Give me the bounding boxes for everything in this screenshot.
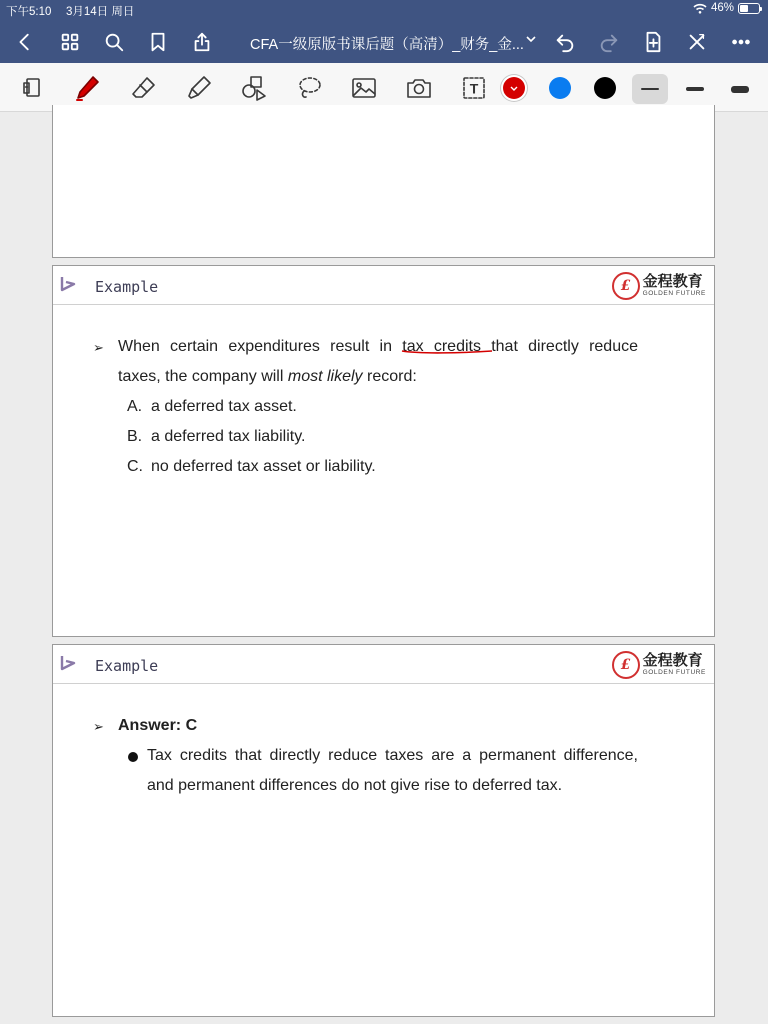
option-letter: B. xyxy=(127,428,143,445)
slide-logo-icon xyxy=(59,275,77,293)
chevron-down-icon xyxy=(503,77,525,99)
add-page-button[interactable] xyxy=(639,28,667,56)
option-text: a deferred tax asset. xyxy=(151,398,297,415)
brand-cn: 金程教育 xyxy=(642,652,703,669)
share-icon xyxy=(191,31,213,53)
question-line-1: When certain expenditures result in tax credits that directly reduce xyxy=(118,338,638,355)
dot-bullet-icon xyxy=(128,752,138,762)
eraser-icon xyxy=(130,74,158,102)
thumbnails-button[interactable] xyxy=(56,28,84,56)
shapes-tool[interactable] xyxy=(238,72,270,104)
pen-icon xyxy=(73,74,101,102)
wifi-icon xyxy=(693,3,707,14)
slide-label: Example xyxy=(95,657,159,675)
stroke-thick-option[interactable] xyxy=(722,74,758,104)
golden-future-seal-icon: £ xyxy=(612,651,640,679)
page-answer[interactable] xyxy=(52,644,715,1017)
status-bar xyxy=(0,0,768,18)
color-blue-swatch[interactable] xyxy=(549,77,571,99)
brand-logo xyxy=(612,272,706,300)
status-date: 3月14日 周日 xyxy=(66,6,135,18)
document-title[interactable]: CFA一级原版书课后题（高清）_财务_金... xyxy=(250,37,524,53)
camera-icon xyxy=(405,74,433,102)
undo-icon xyxy=(554,31,576,53)
close-edit-button[interactable] xyxy=(683,28,711,56)
brand-logo xyxy=(612,651,706,679)
question-emphasis: most likely xyxy=(287,368,363,385)
redo-icon xyxy=(598,31,620,53)
brand-en: GOLDEN FUTURE xyxy=(642,669,706,676)
share-button[interactable] xyxy=(188,28,216,56)
chevron-left-icon xyxy=(14,31,36,53)
bookmark-button[interactable] xyxy=(144,28,172,56)
redo-button[interactable] xyxy=(595,28,623,56)
text-box-icon xyxy=(460,74,488,102)
arrow-bullet-icon: ➢ xyxy=(93,719,104,734)
eraser-tool[interactable] xyxy=(128,72,160,104)
slide-header xyxy=(53,645,714,684)
thick-line-icon xyxy=(731,86,749,93)
app-header xyxy=(0,0,768,63)
lasso-tool[interactable] xyxy=(293,72,325,104)
answer-text: Answer: C xyxy=(118,717,198,734)
color-red-swatch[interactable] xyxy=(503,77,525,99)
insert-image-tool[interactable] xyxy=(348,72,380,104)
color-black-swatch[interactable] xyxy=(594,77,616,99)
question-line-2 xyxy=(118,362,417,392)
nav-bar xyxy=(0,22,768,62)
close-icon xyxy=(686,31,708,53)
grid-icon xyxy=(59,31,81,53)
brand-en: GOLDEN FUTURE xyxy=(642,290,706,297)
medium-line-icon xyxy=(686,87,704,91)
back-button[interactable] xyxy=(11,28,39,56)
add-page-icon xyxy=(642,31,664,53)
status-right xyxy=(693,2,760,14)
slide-label: Example xyxy=(95,278,159,296)
text-tool-glyph: T xyxy=(469,80,479,97)
page-previous[interactable] xyxy=(52,105,715,258)
option-letter: A. xyxy=(127,398,143,415)
slide-logo-icon xyxy=(59,654,77,672)
pen-tool[interactable] xyxy=(71,72,103,104)
explanation-line-1: Tax credits that directly reduce taxes are a permanent difference, xyxy=(147,747,638,764)
option-c xyxy=(127,452,376,482)
reader-mode-button[interactable] xyxy=(16,72,48,104)
golden-future-seal-icon: £ xyxy=(612,272,640,300)
highlighter-tool[interactable] xyxy=(183,72,215,104)
option-b xyxy=(127,422,305,452)
shapes-icon xyxy=(240,74,268,102)
title-dropdown[interactable] xyxy=(526,34,536,46)
highlighter-icon xyxy=(185,74,213,102)
bookmark-icon xyxy=(147,31,169,53)
option-text: a deferred tax liability. xyxy=(151,428,306,445)
option-a xyxy=(127,392,297,422)
slide-header xyxy=(53,266,714,305)
red-ink-underline xyxy=(401,349,493,355)
stroke-thin-option[interactable] xyxy=(632,74,668,104)
undo-button[interactable] xyxy=(551,28,579,56)
question-line-2-pre: taxes, the company will xyxy=(118,368,288,385)
option-letter: C. xyxy=(127,458,143,475)
explanation-line-2: and permanent differences do not give rise to deferred tax. xyxy=(147,777,563,794)
more-button[interactable] xyxy=(727,28,755,56)
status-time: 下午5:10 xyxy=(6,6,52,18)
battery-icon xyxy=(738,3,760,14)
reader-icon xyxy=(18,74,46,102)
option-text: no deferred tax asset or liability. xyxy=(151,458,376,475)
thin-line-icon xyxy=(641,88,659,90)
page-question[interactable] xyxy=(52,265,715,637)
image-icon xyxy=(350,74,378,102)
lasso-icon xyxy=(295,74,323,102)
battery-percent: 46% xyxy=(710,2,734,14)
search-button[interactable] xyxy=(100,28,128,56)
search-icon xyxy=(103,31,125,53)
arrow-bullet-icon: ➢ xyxy=(93,340,104,355)
camera-tool[interactable] xyxy=(403,72,435,104)
stroke-medium-option[interactable] xyxy=(677,74,713,104)
text-tool[interactable] xyxy=(458,72,490,104)
question-line-2-post: record: xyxy=(362,368,417,385)
battery-fill xyxy=(740,5,748,12)
chevron-down-icon xyxy=(526,35,536,43)
brand-cn: 金程教育 xyxy=(642,273,703,290)
more-icon xyxy=(730,31,752,53)
